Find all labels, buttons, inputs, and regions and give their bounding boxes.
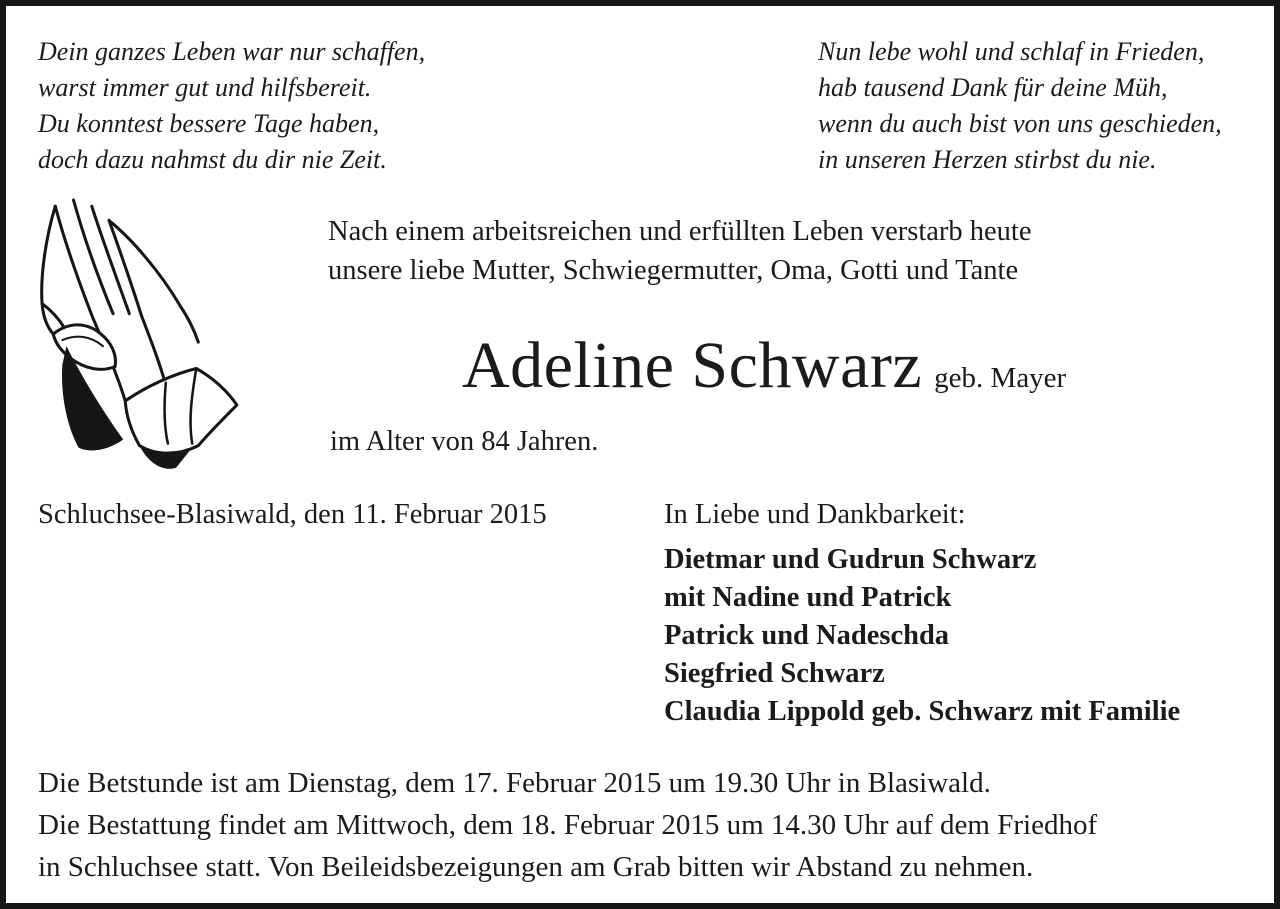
- mourner-name: Dietmar und Gudrun Schwarz: [664, 544, 1037, 575]
- funeral-info: [38, 762, 1097, 888]
- poem-left-line: Dein ganzes Leben war nur schaffen,: [38, 37, 426, 66]
- funeral-info-line: Die Bestattung findet am Mittwoch, dem 18. Februar 2015 um 14.30 Uhr auf dem Friedhof: [38, 809, 1098, 841]
- poem-right-line: Nun lebe wohl und schlaf in Frieden,: [818, 37, 1205, 66]
- deceased-name-row: [462, 328, 1066, 404]
- mourner-name: Siegfried Schwarz: [664, 658, 885, 689]
- mourners-intro: In Liebe und Dankbarkeit:: [664, 499, 966, 530]
- funeral-info-line: in Schluchsee statt. Von Beileidsbezeigungen am Grab bitten wir Abstand zu nehmen.: [38, 851, 1034, 883]
- mourner-name: Claudia Lippold geb. Schwarz mit Familie: [664, 696, 1181, 727]
- age-line: im Alter von 84 Jahren.: [330, 426, 599, 457]
- poem-left: [38, 34, 425, 178]
- poem-left-line: doch dazu nahmst du dir nie Zeit.: [38, 145, 387, 174]
- praying-hands-icon: [26, 192, 258, 474]
- mourner-name: mit Nadine und Patrick: [664, 582, 952, 613]
- place-date: Schluchsee-Blasiwald, den 11. Februar 2015: [38, 499, 547, 530]
- poem-right-line: in unseren Herzen stirbst du nie.: [818, 145, 1157, 174]
- poem-right-line: wenn du auch bist von uns geschieden,: [818, 109, 1222, 138]
- announcement-text: [328, 212, 1031, 290]
- poem-left-line: Du konntest bessere Tage haben,: [38, 109, 380, 138]
- maiden-name: geb. Mayer: [934, 362, 1067, 394]
- mourner-name: Patrick und Nadeschda: [664, 620, 950, 651]
- mourners-block: [664, 499, 1180, 731]
- deceased-name: Adeline Schwarz: [462, 329, 923, 402]
- poem-right-line: hab tausend Dank für deine Müh,: [818, 73, 1168, 102]
- poem-right: [818, 34, 1222, 178]
- funeral-info-line: Die Betstunde ist am Dienstag, dem 17. Februar 2015 um 19.30 Uhr in Blasiwald.: [38, 767, 991, 799]
- announcement-line: unsere liebe Mutter, Schwiegermutter, Oma, Gotti und Tante: [328, 255, 1019, 286]
- announcement-line: Nach einem arbeitsreichen und erfüllten Leben verstarb heute: [328, 216, 1032, 247]
- poem-left-line: warst immer gut und hilfsbereit.: [38, 73, 372, 102]
